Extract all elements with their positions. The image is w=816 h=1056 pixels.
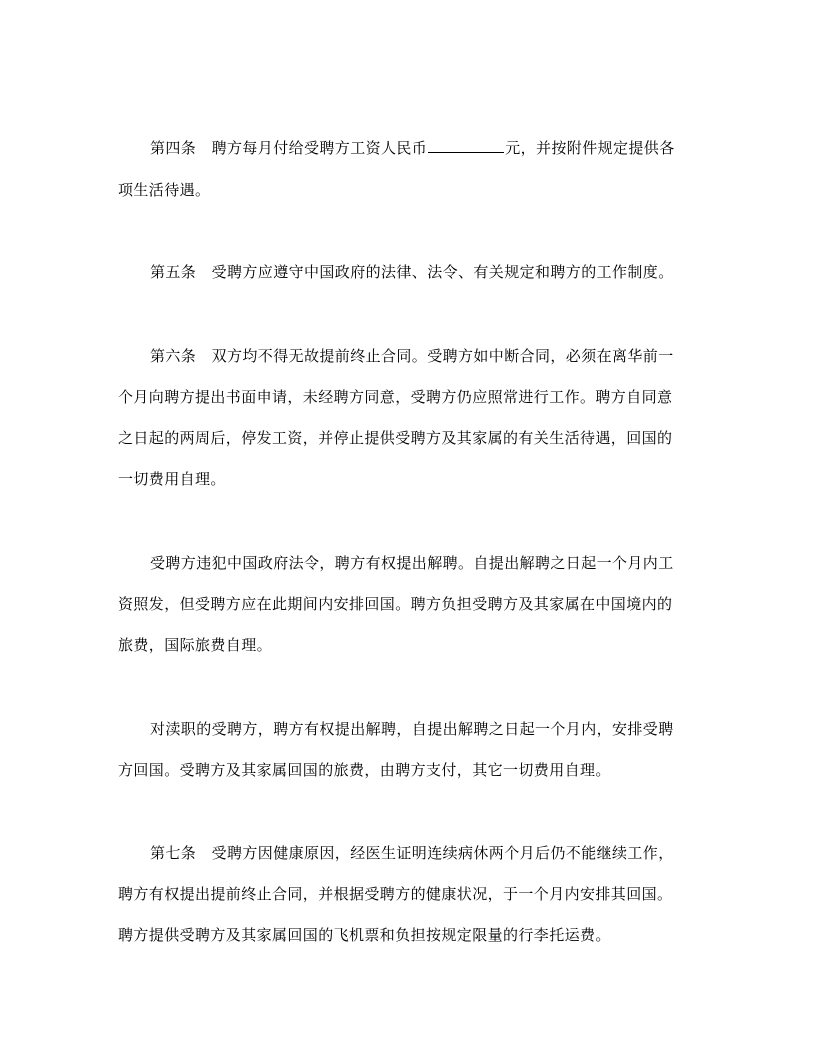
article-6-line-4: 一切费用自理。 (118, 470, 226, 488)
dereliction-paragraph-line-1: 对渎职的受聘方，聘方有权提出解聘，自提出解聘之日起一个月内，安排受聘 (150, 720, 674, 738)
article-6-line-3: 之日起的两周后，停发工资，并停止提供受聘方及其家属的有关生活待遇，回国的 (118, 429, 673, 447)
article-7-line-1: 第七条 受聘方因健康原因，经医生证明连续病休两个月后仍不能继续工作， (150, 844, 674, 862)
article-4-text-before-blank: 第四条 聘方每月付给受聘方工资人民币 (150, 139, 428, 157)
article-6-line-1: 第六条 双方均不得无故提前终止合同。受聘方如中断合同，必须在离华前一 (150, 347, 674, 365)
violation-paragraph-line-3: 旅费，国际旅费自理。 (118, 636, 273, 654)
article-6-line-2: 个月向聘方提出书面申请，未经聘方同意，受聘方仍应照常进行工作。聘方自同意 (118, 388, 673, 406)
article-7-line-3: 聘方提供受聘方及其家属回国的飞机票和负担按规定限量的行李托运费。 (118, 926, 611, 944)
article-4-line-1 (150, 138, 675, 158)
article-4-text-after-blank: 元，并按附件规定提供各 (505, 139, 675, 157)
violation-paragraph-line-1: 受聘方违犯中国政府法令，聘方有权提出解聘。自提出解聘之日起一个月内工 (150, 554, 674, 572)
article-4-line-2: 项生活待遇。 (118, 181, 211, 199)
article-5-line-1: 第五条 受聘方应遵守中国政府的法律、法令、有关规定和聘方的工作制度。 (150, 263, 674, 281)
dereliction-paragraph-line-2: 方回国。受聘方及其家属回国的旅费，由聘方支付，其它一切费用自理。 (118, 761, 611, 779)
violation-paragraph-line-2: 资照发，但受聘方应在此期间内安排回国。聘方负担受聘方及其家属在中国境内的 (118, 595, 673, 613)
article-7-line-2: 聘方有权提出提前终止合同，并根据受聘方的健康状况，于一个月内安排其回国。 (118, 885, 673, 903)
salary-amount-blank (428, 138, 504, 153)
